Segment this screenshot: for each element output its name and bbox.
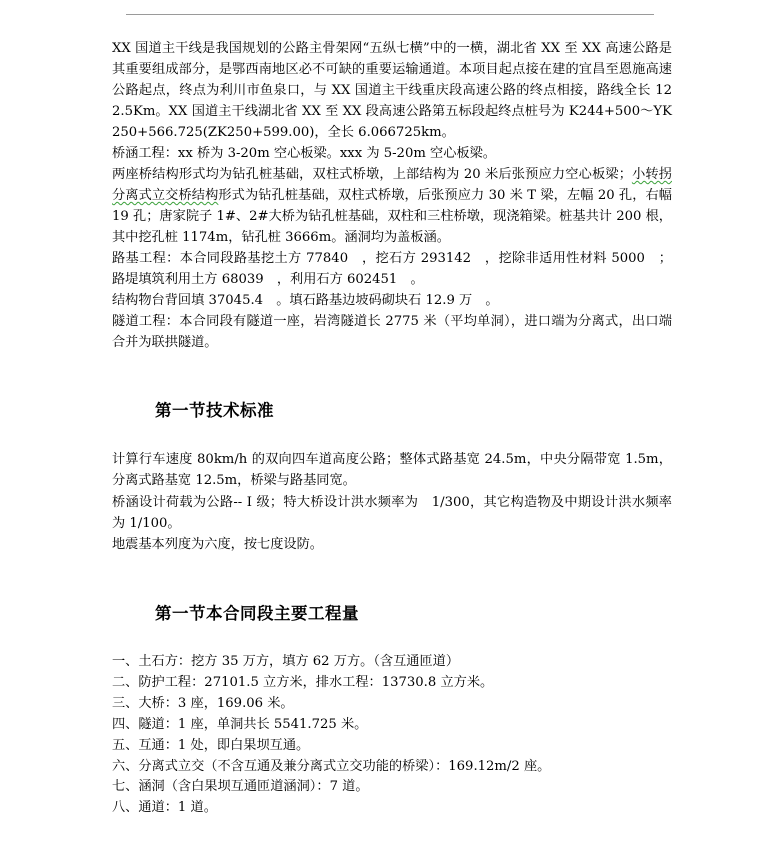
roadbed-paragraph: 路基工程：本合同段路基挖土方 77840 ，挖石方 293142 ，挖除非适用性材料 5000 ；路堤填筑利用土方 68039 ，利用石方 602451 。 (112, 251, 672, 287)
technical-standards-body (112, 449, 672, 555)
backfill-paragraph: 结构物台背回填 37045.4 。填石路基边坡码砌块石 12.9 万 。 (112, 293, 499, 308)
main-quantities-list (112, 652, 672, 819)
design-load-paragraph: 桥涵设计荷载为公路-- I 级；特大桥设计洪水频率为 1/300，其它构造物及中期设计洪水频率为 1/100。 (112, 494, 672, 531)
design-speed-paragraph: 计算行车速度 80km/h 的双向四车道高度公路；整体式路基宽 24.5m，中央分隔带宽 1.5m，分离式路基宽 12.5m，桥梁与路基同宽。 (112, 452, 672, 489)
seismic-paragraph: 地震基本列度为六度，按七度设防。 (112, 537, 323, 553)
header-rule (126, 14, 654, 15)
overview-paragraph: XX 国道主干线是我国规划的公路主骨架网“五纵七横”中的一横，湖北省 XX 至 XX 高速公路是其重要组成部分，是鄂西南地区必不可缺的重要运输通道。本项目起点接在建的宜昌至恩施高速公路起点，终点为利川市鱼泉口，与 XX 国道主干线重庆段高速公路的终点相接，路线全长 122.5Km。XX 国道主干线湖北省 XX 至 XX 段高速公路第五标段起终点桩号为 K244+500～YK250+566.725(ZK250+599.00)，全长 6.066725km。 (112, 41, 672, 140)
bridge-structure-text-c: 形式为钻孔桩基础，双柱式桥墩，后张预应力 30 米 T 梁，左幅 20 孔，右幅 19 孔；唐家院子 1#、2#大桥为钻孔桩基础，双柱和三柱桥墩，现浇箱梁。桩基共计 200 根，其中挖孔桩 1174m，钻孔桩 3666m。涵洞均为盖板涵。 (112, 188, 672, 245)
list-item: 六、分离式立交（不含互通及兼分离式立交功能的桥梁）：169.12m/2 座。 (112, 758, 551, 774)
bridge-structure-text-a: 两座桥结构形式均为钻孔桩基础，双柱式桥墩，上部结构为 20 米后张预应力空心板梁； (112, 167, 632, 182)
tunnel-paragraph: 隧道工程：本合同段有隧道一座，岩湾隧道长 2775 米（平均单洞），进口端为分离式，出口端合并为联拱隧道。 (112, 314, 672, 350)
bridge-structure-text-b: 小转拐分离式立交桥结构 (112, 167, 672, 203)
section-heading-main-quantities: 第一节本合同段主要工程量 (155, 604, 359, 623)
list-item: 七、涵洞（含白果坝互通匝道涵洞）：7 道。 (112, 779, 369, 795)
list-item: 三、大桥：3 座，169.06 米。 (112, 695, 294, 711)
list-item: 二、防护工程：27101.5 立方米，排水工程：13730.8 立方米。 (112, 674, 494, 690)
list-item: 八、通道：1 道。 (112, 800, 217, 816)
list-item: 一、土石方：挖方 35 万方，填方 62 万方。（含互通匝道） (112, 654, 460, 669)
bridge-structure-paragraph (112, 164, 672, 248)
bridge-culvert-paragraph: 桥涵工程：xx 桥为 3-20m 空心板梁。xxx 为 5-20m 空心板梁。 (112, 146, 496, 161)
project-overview (112, 38, 672, 353)
list-item: 四、隧道：1 座，单洞共长 5541.725 米。 (112, 716, 368, 732)
section-heading-technical-standards: 第一节技术标准 (155, 401, 274, 420)
list-item: 五、互通：1 处，即白果坝互通。 (112, 737, 310, 753)
